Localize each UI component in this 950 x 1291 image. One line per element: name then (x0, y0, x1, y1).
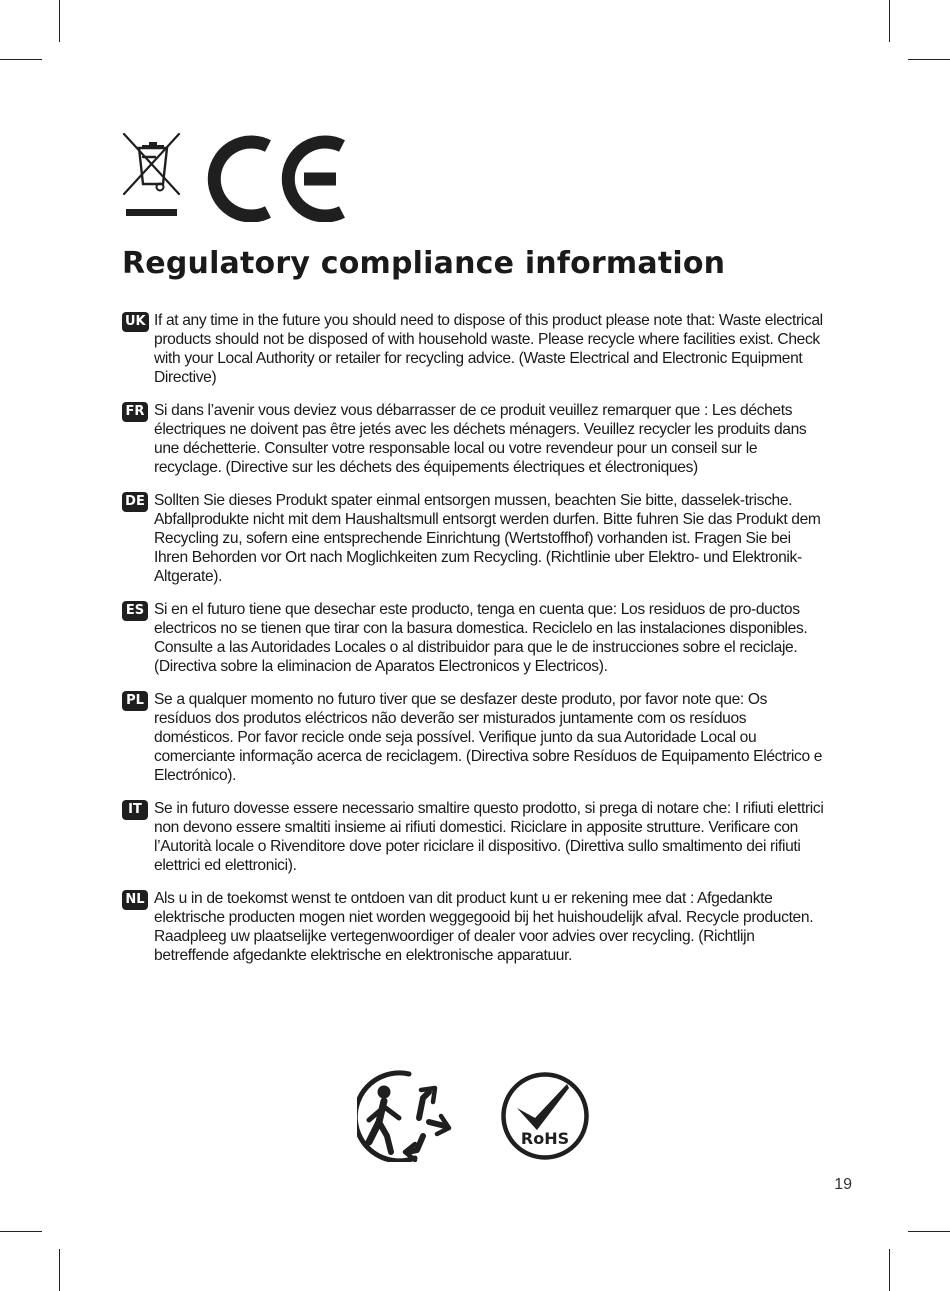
crop-mark (59, 1249, 60, 1291)
section-text-fr: Si dans l’avenir vous deviez vous débarrasser de ce produit veuillez remarquer que : Les déchets électriques ne doivent pas être jetés avec les déchets ménagers. Veuillez recycler les produits dans une déchetterie. Consulter votre responsable local ou votre revendeur pour un conseil sur le recyclage. (Directive sur les déchets des équipements électriques et électroniques) (154, 402, 807, 476)
language-badge-pl: PL (122, 691, 148, 711)
page-title: Regulatory compliance information (122, 246, 726, 281)
section-text-nl: Als u in de toekomst wenst te ontdoen van dit product kunt u er rekening mee dat : Afgedankte elektrische producten mogen niet worden weggegooid bij het huishoudelijk afval. Recycle producten. Raadpleeg uw plaatselijke vertegenwoordiger of dealer voor advies over recycling. (Richtlijn betreffende afgedankte elektrische en elektronische apparatuur. (154, 890, 814, 964)
crop-mark (0, 1231, 42, 1232)
rohs-label: RoHS (520, 1129, 570, 1148)
language-badge-it: IT (122, 800, 148, 820)
weee-ce-marks (122, 132, 352, 222)
rohs-check-icon (499, 1070, 591, 1162)
compliance-sections (122, 311, 827, 979)
page-number: 19 (834, 1176, 852, 1193)
crop-mark (59, 0, 60, 42)
section-pl (122, 690, 827, 785)
crop-mark (908, 59, 950, 60)
triman-recycle-icon (357, 1070, 453, 1162)
crop-mark (0, 59, 42, 60)
language-badge-uk: UK (122, 312, 149, 332)
section-text-de: Sollten Sie dieses Produkt spater einmal entsorgen mussen, beachten Sie bitte, dasselek-trische. Abfallprodukte nicht mit dem Haushaltsmull entsorgt werden durfen. Bitte fuhren Sie das Produkt dem Recycling zu, sofern eine entsprechende Einrichtung (Wertstoffhof) vorhanden ist. Fragen Sie bei Ihren Behorden vor Ort nach Moglichkeiten zum Recycling. (Richtlinie uber Elektro- und Elektronik-Altgerate). (154, 492, 821, 585)
section-text-es: Si en el futuro tiene que desechar este producto, tenga en cuenta que: Los residuos de pro-ductos electricos no se tienen que tirar con la basura domestica. Reciclelo en las instalaciones disponibles. Consulte a las Autoridades Locales o al distribuidor para que le de instrucciones sobre el reciclaje. (Directiva sobre la eliminacion de Aparatos Electronicos y Electricos). (154, 601, 808, 675)
crop-mark (889, 1249, 890, 1291)
section-text-pl: Se a qualquer momento no futuro tiver que se desfazer deste produto, por favor note que: Os resíduos dos produtos eléctricos não deverão ser misturados juntamente com os resíduos domésticos. Por favor recicle onde seja possível. Verifique junto da sua Autoridade Local ou comerciante informação acerca de reciclagem. (Directiva sobre Resíduos de Equipamento Eléctrico e Electrónico). (154, 691, 823, 784)
section-de (122, 491, 827, 586)
section-nl (122, 889, 827, 965)
language-badge-fr: FR (122, 402, 148, 422)
language-badge-es: ES (122, 601, 148, 621)
compliance-marks (122, 132, 352, 222)
crop-mark (889, 0, 890, 42)
section-text-uk: If at any time in the future you should need to dispose of this product please note that: Waste electrical products should not be disposed of with household waste. Please recycle where facilities exist. Check with your Local Authority or retailer for recycling advice. (Waste Electrical and Electronic Equipment Directive) (154, 312, 823, 386)
language-badge-de: DE (122, 492, 148, 512)
section-it (122, 799, 827, 875)
crossed-out-wheelie-bin-icon (124, 134, 179, 216)
language-badge-nl: NL (122, 890, 148, 910)
crop-mark (908, 1231, 950, 1232)
section-text-it: Se in futuro dovesse essere necessario smaltire questo prodotto, si prega di notare che: I rifiuti elettrici non devono essere smaltiti insieme ai rifiuti domestici. Riciclare in apposite strutture. Verificare con l’Autorità locale o Rivenditore dove poter riciclare il dispositivo. (Direttiva sullo smaltimento dei rifiuti elettrici ed elettronici). (154, 800, 824, 874)
section-uk (122, 311, 827, 387)
section-fr (122, 401, 827, 477)
section-es (122, 600, 827, 676)
ce-mark-icon (214, 142, 342, 216)
